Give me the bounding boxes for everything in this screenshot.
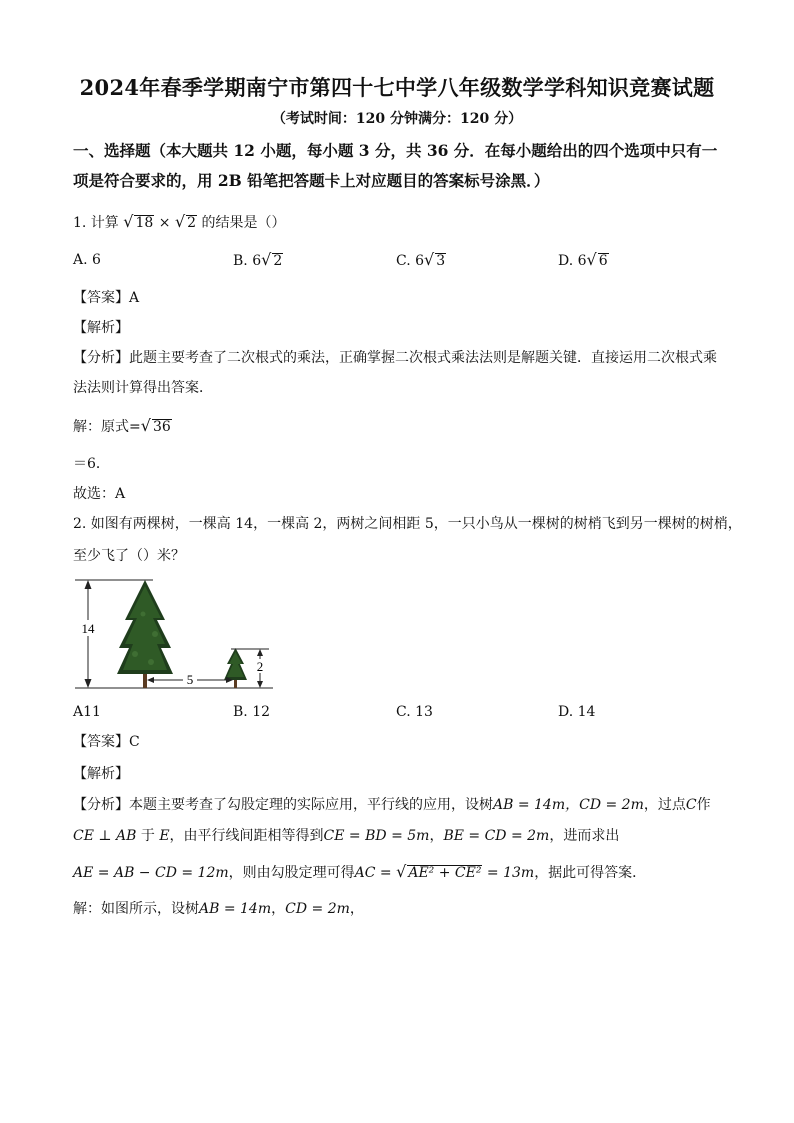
math-expression: CD = 2m xyxy=(285,901,350,917)
q2-stem-line2: 至少飞了（）米？ xyxy=(73,548,185,564)
solution-radicand: 36 xyxy=(152,419,171,435)
radical-sign: √ xyxy=(123,212,134,231)
analysis-text: ，据此可得答案． xyxy=(534,865,647,881)
radical-sign: √ xyxy=(261,250,272,269)
section-heading-line1: 一、选择题（本大题共 12 小题，每小题 3 分，共 36 分．在每小题给出的四个选项中只有一 xyxy=(73,141,718,160)
analysis-text: ，过点 xyxy=(643,797,686,813)
q1-solution xyxy=(73,416,172,437)
arrow-head-icon xyxy=(85,679,92,688)
option-d-coef: D. 6 xyxy=(558,253,587,269)
label-14: 14 xyxy=(81,621,95,636)
label-2: 2 xyxy=(256,659,264,674)
q1-suffix: 的结果是（） xyxy=(201,215,286,231)
math-expression: BE = CD = 2m xyxy=(443,828,550,844)
solution-text: ， xyxy=(349,901,364,917)
tall-tree-icon xyxy=(117,580,173,688)
page-title: 2024年春季学期南宁市第四十七中学八年级数学学科知识竞赛试题 xyxy=(79,75,715,100)
radical-sign: √ xyxy=(396,862,407,881)
arrow-head-icon xyxy=(147,677,154,683)
q1-radicand-1: 18 xyxy=(135,215,154,231)
solution-prefix: 解：原式 xyxy=(73,419,129,435)
q1-option-c xyxy=(396,250,446,271)
option-d-radicand: 6 xyxy=(598,253,608,269)
q1-option-a: A. 6 xyxy=(73,252,101,268)
option-b-radicand: 2 xyxy=(273,253,283,269)
q2-stem-line1: 2. 如图有两棵树，一棵高 14，一棵高 2，两树之间相距 5，一只小鸟从一棵树的树梢飞到另一棵树的树梢， xyxy=(73,516,742,532)
analysis-text: 作 xyxy=(696,797,711,813)
analysis-text: ，进而求出 xyxy=(549,828,620,844)
math-expression: AC = xyxy=(354,865,392,881)
math-expression: CE = BD = 5m xyxy=(323,828,430,844)
radical-sign: √ xyxy=(174,212,186,231)
solution-text: ， xyxy=(271,901,286,917)
q2-option-a: A11 xyxy=(73,704,101,720)
radical-sign: √ xyxy=(140,416,151,435)
q2-solution xyxy=(73,899,364,919)
equals-sign: = xyxy=(129,419,141,435)
q1-choice: 故选：A xyxy=(73,486,126,502)
math-expression: AB = 14m，CD = 2m xyxy=(493,797,644,813)
q1-stem xyxy=(73,212,286,233)
q1-radicand-2: 2 xyxy=(187,215,197,231)
math-expression: C xyxy=(685,797,697,813)
option-c-radicand: 3 xyxy=(436,253,446,269)
q1-option-b xyxy=(233,250,283,271)
q1-solution-line2: ＝6． xyxy=(73,456,110,472)
radical-sign: √ xyxy=(424,250,435,269)
q2-tree-figure xyxy=(73,574,278,696)
arrow-head-icon xyxy=(85,580,92,589)
math-expression: E xyxy=(159,828,170,844)
analysis-text: ， xyxy=(429,828,444,844)
analysis-text: 【分析】本题主要考查了勾股定理的实际应用，平行线的应用，设树 xyxy=(73,797,493,813)
math-radicand: AE² + CE² xyxy=(408,865,482,881)
analysis-text: 于 xyxy=(140,828,155,844)
radical-sign: √ xyxy=(586,250,597,269)
math-expression: AB = 14m xyxy=(199,901,272,917)
math-expression: = 13m xyxy=(486,865,535,881)
analysis-text: ，由平行线间距相等得到 xyxy=(169,828,324,844)
times-sign: × xyxy=(158,215,171,231)
section-heading xyxy=(73,136,728,196)
math-expression: CE ⊥ AB xyxy=(73,828,137,844)
q2-jiexi: 【解析】 xyxy=(73,766,129,782)
analysis-text: ，则由勾股定理可得 xyxy=(228,865,355,881)
math-expression: AE = AB − CD = 12m xyxy=(73,865,229,881)
arrow-head-icon xyxy=(257,649,263,656)
q1-analysis-line1: 【分析】此题主要考查了二次根式的乘法，正确掌握二次根式乘法法则是解题关键．直接运用二次根式乘 xyxy=(73,350,717,366)
option-c-coef: C. 6 xyxy=(396,253,425,269)
arrow-head-icon xyxy=(257,681,263,688)
q2-analysis-line1 xyxy=(73,795,711,815)
option-b-coef: B. 6 xyxy=(233,253,262,269)
q2-option-c: C. 13 xyxy=(396,704,433,720)
label-5: 5 xyxy=(186,672,194,687)
solution-text: 解：如图所示，设树 xyxy=(73,901,199,917)
q1-analysis-line2: 法法则计算得出答案． xyxy=(73,380,213,396)
q2-analysis-line3 xyxy=(73,862,646,883)
exam-info: （考试时间：120 分钟满分：120 分） xyxy=(271,111,523,127)
q1-answer: 【答案】A xyxy=(73,290,140,306)
q2-option-b: B. 12 xyxy=(233,704,271,720)
q1-jiexi: 【解析】 xyxy=(73,320,129,336)
q2-answer: 【答案】C xyxy=(73,734,140,750)
q2-analysis-line2 xyxy=(73,826,619,846)
q1-prefix: 1. 计算 xyxy=(73,215,119,231)
q1-option-d xyxy=(558,250,609,271)
q2-option-d: D. 14 xyxy=(558,704,596,720)
section-heading-line2: 项是符合要求的，用 2B 铅笔把答题卡上对应题目的答案标号涂黑．） xyxy=(73,171,550,190)
